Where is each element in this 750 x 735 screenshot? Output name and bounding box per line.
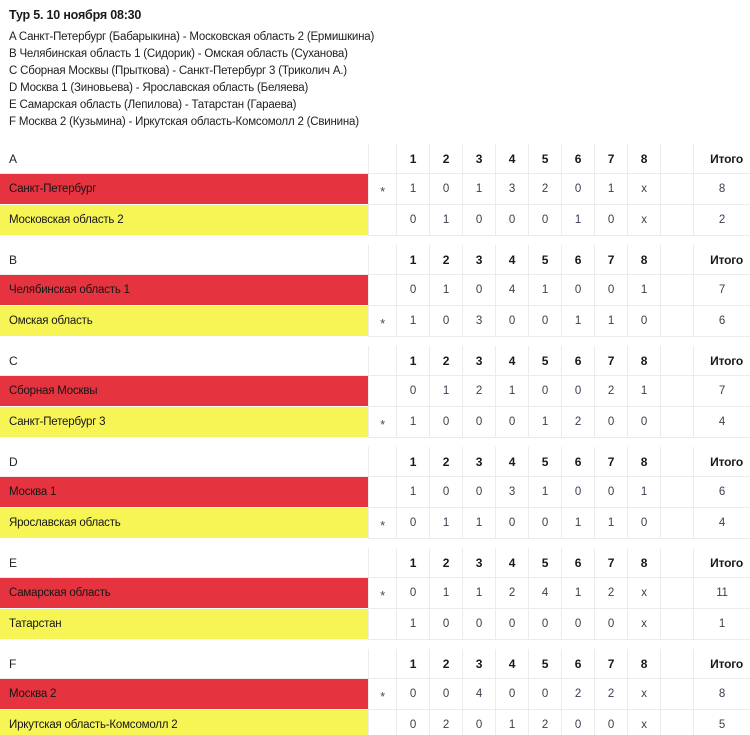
match-table (0, 144, 750, 236)
end-score: 2 (594, 376, 627, 407)
end-score: 4 (495, 275, 528, 306)
end-column-header: 8 (627, 447, 660, 477)
hammer-indicator: * (368, 174, 396, 205)
end-column-header: 1 (396, 144, 429, 174)
hammer-column-header (368, 649, 396, 679)
end-score: 2 (594, 578, 627, 609)
end-score: 2 (561, 407, 594, 438)
match-list-item: A Санкт-Петербург (Бабарыкина) - Московская область 2 (Ермишкина) (9, 31, 375, 43)
end-column-header: 1 (396, 447, 429, 477)
table-header-row (0, 649, 750, 679)
end-column-header: 6 (561, 447, 594, 477)
spacer-column (660, 609, 693, 640)
table-letter: A (0, 144, 368, 174)
end-score: 2 (429, 710, 462, 735)
end-column-header: 4 (495, 346, 528, 376)
team-row-red (0, 578, 750, 609)
match-list-item: D Москва 1 (Зиновьева) - Ярославская область (Беляева) (9, 82, 309, 94)
team-name: Москва 2 (0, 679, 368, 710)
team-row-red (0, 376, 750, 407)
team-name: Челябинская область 1 (0, 275, 368, 306)
end-score: 3 (462, 306, 495, 337)
end-column-header: 7 (594, 548, 627, 578)
team-name: Самарская область (0, 578, 368, 609)
hammer-column-header (368, 447, 396, 477)
spacer-column (660, 679, 693, 710)
hammer-column-header (368, 346, 396, 376)
end-score: 0 (561, 477, 594, 508)
hammer-indicator (368, 477, 396, 508)
table-letter: D (0, 447, 368, 477)
end-score: 0 (396, 710, 429, 735)
end-column-header: 6 (561, 346, 594, 376)
spacer-column (660, 710, 693, 735)
end-score: 0 (594, 609, 627, 640)
end-score: x (627, 710, 660, 735)
spacer-column (660, 477, 693, 508)
total-column-header: Итого (693, 245, 750, 275)
end-score: 0 (429, 679, 462, 710)
hammer-indicator (368, 376, 396, 407)
end-column-header: 8 (627, 346, 660, 376)
end-column-header: 7 (594, 649, 627, 679)
end-score: 0 (528, 306, 561, 337)
end-column-header: 1 (396, 346, 429, 376)
end-score: 0 (594, 710, 627, 735)
end-column-header: 2 (429, 548, 462, 578)
end-score: 1 (462, 508, 495, 539)
end-score: 0 (561, 376, 594, 407)
spacer-column (660, 508, 693, 539)
total-score: 5 (693, 710, 750, 735)
total-column-header: Итого (693, 144, 750, 174)
team-name: Иркутская область-Комсомолл 2 (0, 710, 368, 735)
table-header-row (0, 447, 750, 477)
end-score: 0 (429, 477, 462, 508)
hammer-column-header (368, 548, 396, 578)
end-column-header: 7 (594, 447, 627, 477)
end-score: 0 (561, 275, 594, 306)
end-score: 0 (495, 609, 528, 640)
end-column-header: 5 (528, 346, 561, 376)
hammer-indicator: * (368, 407, 396, 438)
end-score: x (627, 578, 660, 609)
end-score: 0 (462, 205, 495, 236)
end-column-header: 1 (396, 548, 429, 578)
team-row-red (0, 477, 750, 508)
end-score: 1 (561, 578, 594, 609)
end-column-header: 2 (429, 649, 462, 679)
end-column-header: 6 (561, 245, 594, 275)
total-score: 8 (693, 174, 750, 205)
total-score: 11 (693, 578, 750, 609)
end-score: 1 (561, 205, 594, 236)
end-score: 0 (528, 609, 561, 640)
end-score: 0 (429, 609, 462, 640)
team-row-red (0, 679, 750, 710)
team-name: Татарстан (0, 609, 368, 640)
team-name: Москва 1 (0, 477, 368, 508)
match-list-item: C Сборная Москвы (Прыткова) - Санкт-Петербург 3 (Триколич А.) (9, 65, 347, 77)
spacer-column (660, 376, 693, 407)
end-score: 1 (396, 306, 429, 337)
table-header-row (0, 144, 750, 174)
spacer-column (660, 275, 693, 306)
total-column-header: Итого (693, 346, 750, 376)
spacer-column (660, 144, 693, 174)
end-score: 1 (627, 376, 660, 407)
end-score: 0 (396, 508, 429, 539)
round-title: Тур 5. 10 ноября 08:30 (9, 8, 142, 22)
end-score: 0 (396, 376, 429, 407)
table-header-row (0, 346, 750, 376)
end-score: 0 (495, 508, 528, 539)
end-score: x (627, 679, 660, 710)
team-name: Московская область 2 (0, 205, 368, 236)
end-score: 0 (627, 306, 660, 337)
table-letter: F (0, 649, 368, 679)
end-score: 1 (528, 275, 561, 306)
end-score: 1 (561, 508, 594, 539)
spacer-column (660, 346, 693, 376)
end-score: 2 (594, 679, 627, 710)
table-header-row (0, 245, 750, 275)
end-score: 1 (594, 508, 627, 539)
table-letter: C (0, 346, 368, 376)
total-column-header: Итого (693, 447, 750, 477)
end-score: 1 (627, 477, 660, 508)
total-score: 2 (693, 205, 750, 236)
end-score: 0 (594, 477, 627, 508)
hammer-indicator: * (368, 508, 396, 539)
end-score: 0 (561, 174, 594, 205)
team-row-yellow (0, 306, 750, 337)
end-score: 0 (561, 609, 594, 640)
team-name: Сборная Москвы (0, 376, 368, 407)
end-column-header: 7 (594, 245, 627, 275)
end-column-header: 7 (594, 144, 627, 174)
spacer-column (660, 407, 693, 438)
end-column-header: 2 (429, 346, 462, 376)
hammer-indicator: * (368, 679, 396, 710)
end-score: 0 (528, 508, 561, 539)
team-name: Санкт-Петербург 3 (0, 407, 368, 438)
page-header (0, 0, 750, 131)
end-score: 0 (528, 205, 561, 236)
end-score: 0 (594, 275, 627, 306)
team-name: Санкт-Петербург (0, 174, 368, 205)
end-score: 1 (396, 407, 429, 438)
end-score: 1 (594, 306, 627, 337)
end-column-header: 3 (462, 144, 495, 174)
team-name: Омская область (0, 306, 368, 337)
spacer-column (660, 649, 693, 679)
team-row-yellow (0, 407, 750, 438)
total-score: 1 (693, 609, 750, 640)
spacer-column (660, 174, 693, 205)
total-score: 6 (693, 477, 750, 508)
end-score: 0 (462, 407, 495, 438)
total-score: 7 (693, 275, 750, 306)
end-score: 1 (396, 609, 429, 640)
end-score: 1 (462, 578, 495, 609)
end-score: 1 (528, 407, 561, 438)
end-score: 0 (396, 275, 429, 306)
end-column-header: 8 (627, 548, 660, 578)
end-score: 0 (462, 477, 495, 508)
match-list-item: B Челябинская область 1 (Сидорик) - Омская область (Суханова) (9, 48, 348, 60)
total-score: 4 (693, 407, 750, 438)
team-row-yellow (0, 710, 750, 735)
spacer-column (660, 306, 693, 337)
end-column-header: 2 (429, 245, 462, 275)
end-score: 1 (396, 477, 429, 508)
match-list (9, 29, 750, 131)
hammer-indicator (368, 275, 396, 306)
end-score: 0 (396, 679, 429, 710)
hammer-indicator (368, 710, 396, 735)
end-score: 0 (495, 205, 528, 236)
team-name: Ярославская область (0, 508, 368, 539)
team-row-red (0, 275, 750, 306)
end-column-header: 6 (561, 144, 594, 174)
end-score: 0 (528, 679, 561, 710)
match-table (0, 649, 750, 735)
end-score: x (627, 609, 660, 640)
end-score: 2 (561, 679, 594, 710)
end-score: 0 (594, 407, 627, 438)
spacer-column (660, 205, 693, 236)
match-table (0, 548, 750, 640)
end-column-header: 6 (561, 548, 594, 578)
end-score: 0 (627, 407, 660, 438)
hammer-indicator (368, 609, 396, 640)
end-score: x (627, 205, 660, 236)
end-score: 0 (429, 407, 462, 438)
tables (0, 144, 750, 735)
match-table (0, 447, 750, 539)
end-column-header: 7 (594, 346, 627, 376)
end-score: 3 (495, 477, 528, 508)
end-column-header: 3 (462, 447, 495, 477)
end-column-header: 5 (528, 548, 561, 578)
end-score: 0 (627, 508, 660, 539)
end-score: 1 (561, 306, 594, 337)
end-column-header: 4 (495, 649, 528, 679)
end-column-header: 3 (462, 548, 495, 578)
total-score: 4 (693, 508, 750, 539)
hammer-column-header (368, 245, 396, 275)
end-score: 1 (429, 508, 462, 539)
hammer-indicator: * (368, 578, 396, 609)
end-score: 1 (462, 174, 495, 205)
end-score: 2 (528, 710, 561, 735)
team-row-yellow (0, 609, 750, 640)
match-list-item: F Москва 2 (Кузьмина) - Иркутская область-Комсомолл 2 (Свинина) (9, 116, 359, 128)
end-score: 3 (495, 174, 528, 205)
end-score: 2 (495, 578, 528, 609)
end-score: 1 (396, 174, 429, 205)
end-score: 1 (429, 376, 462, 407)
team-row-yellow (0, 508, 750, 539)
match-table (0, 346, 750, 438)
end-column-header: 3 (462, 649, 495, 679)
end-column-header: 2 (429, 144, 462, 174)
end-score: 0 (462, 710, 495, 735)
end-score: 2 (528, 174, 561, 205)
end-score: 0 (495, 306, 528, 337)
end-score: 4 (462, 679, 495, 710)
total-score: 8 (693, 679, 750, 710)
total-column-header: Итого (693, 548, 750, 578)
end-column-header: 4 (495, 144, 528, 174)
end-column-header: 8 (627, 649, 660, 679)
match-table (0, 245, 750, 337)
hammer-column-header (368, 144, 396, 174)
end-score: 0 (462, 609, 495, 640)
end-score: 0 (495, 679, 528, 710)
end-column-header: 1 (396, 245, 429, 275)
end-column-header: 4 (495, 447, 528, 477)
team-row-yellow (0, 205, 750, 236)
end-column-header: 6 (561, 649, 594, 679)
end-score: 1 (429, 205, 462, 236)
end-column-header: 5 (528, 649, 561, 679)
total-column-header: Итого (693, 649, 750, 679)
hammer-indicator (368, 205, 396, 236)
table-header-row (0, 548, 750, 578)
end-column-header: 3 (462, 245, 495, 275)
end-column-header: 3 (462, 346, 495, 376)
end-score: 0 (429, 174, 462, 205)
end-score: 0 (495, 407, 528, 438)
table-letter: B (0, 245, 368, 275)
end-score: 1 (429, 578, 462, 609)
end-score: 2 (462, 376, 495, 407)
end-column-header: 4 (495, 548, 528, 578)
end-score: 1 (528, 477, 561, 508)
end-score: 0 (594, 205, 627, 236)
end-score: 1 (429, 275, 462, 306)
table-letter: E (0, 548, 368, 578)
match-list-item: E Самарская область (Лепилова) - Татарстан (Гараева) (9, 99, 297, 111)
end-score: 1 (495, 376, 528, 407)
end-score: 0 (396, 578, 429, 609)
end-column-header: 8 (627, 245, 660, 275)
end-column-header: 4 (495, 245, 528, 275)
end-score: 1 (495, 710, 528, 735)
end-column-header: 8 (627, 144, 660, 174)
spacer-column (660, 578, 693, 609)
team-row-red (0, 174, 750, 205)
end-score: 4 (528, 578, 561, 609)
end-column-header: 5 (528, 245, 561, 275)
hammer-indicator: * (368, 306, 396, 337)
end-column-header: 1 (396, 649, 429, 679)
end-column-header: 2 (429, 447, 462, 477)
end-score: 1 (594, 174, 627, 205)
spacer-column (660, 548, 693, 578)
end-score: 0 (561, 710, 594, 735)
end-score: 0 (396, 205, 429, 236)
total-score: 6 (693, 306, 750, 337)
spacer-column (660, 245, 693, 275)
total-score: 7 (693, 376, 750, 407)
end-score: 0 (462, 275, 495, 306)
spacer-column (660, 447, 693, 477)
end-score: 0 (429, 306, 462, 337)
end-column-header: 5 (528, 447, 561, 477)
end-score: 1 (627, 275, 660, 306)
end-score: x (627, 174, 660, 205)
end-column-header: 5 (528, 144, 561, 174)
end-score: 0 (528, 376, 561, 407)
